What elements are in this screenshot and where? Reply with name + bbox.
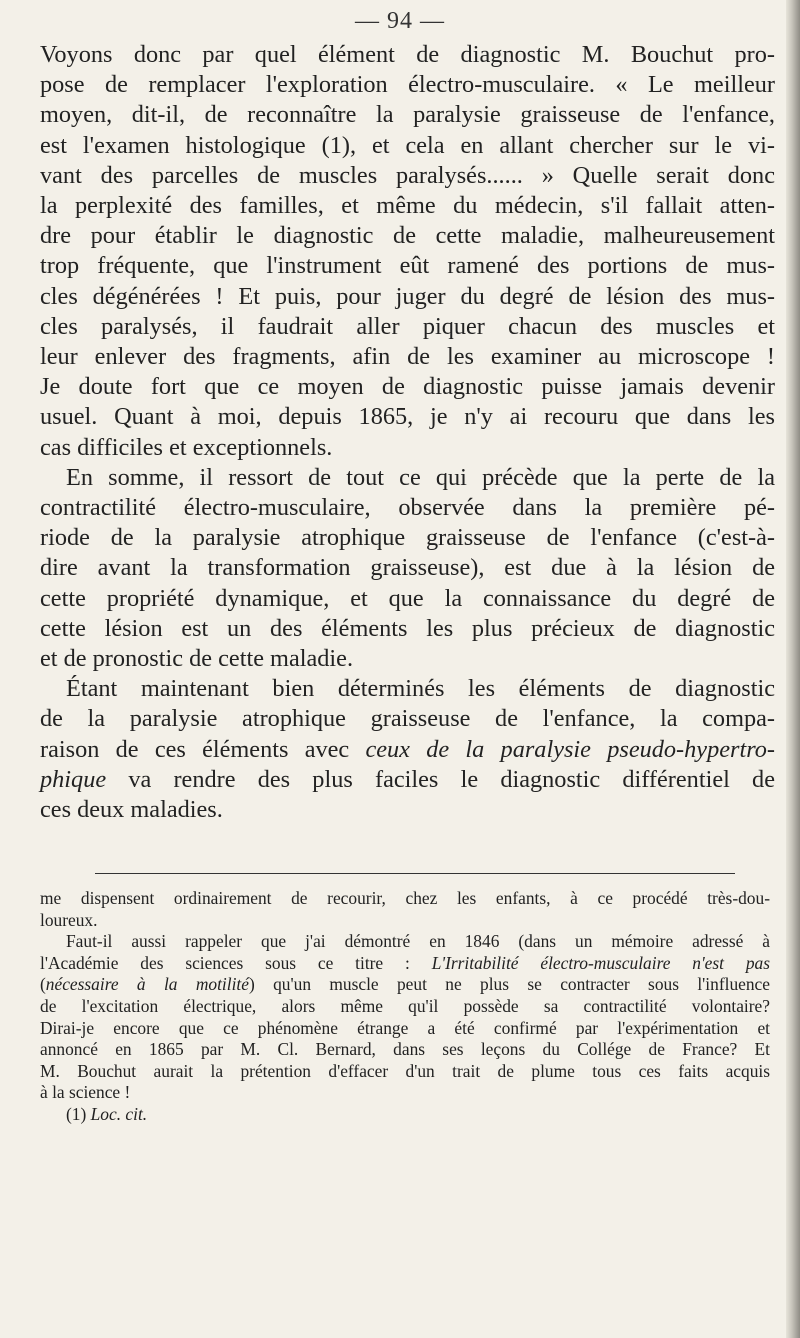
text-line: Voyons donc par quel élément de diagnostic M. Bouchut pro- [40, 41, 775, 68]
text-line: cas difficiles et exceptionnels. [40, 433, 333, 461]
italic-run: nécessaire à la motilité [45, 974, 249, 995]
text-run: l'Académie des sciences sous ce titre : [40, 952, 432, 973]
text-line: trop fréquente, que l'instrument eût ramené des portions de mus- [40, 252, 775, 280]
footnote-separator [95, 873, 735, 874]
text-line: la perplexité des familles, et même du médecin, s'il fallait atten- [40, 192, 775, 220]
text-line: de la paralysie atrophique graisseuse de l'enfance, la compa- [40, 705, 775, 733]
text-line: dre pour établir le diagnostic de cette maladie, malheureusement [40, 222, 775, 250]
text-line: riode de la paralysie atrophique graisseuse de l'enfance (c'est-à- [40, 524, 775, 552]
text-line: En somme, il ressort de tout ce qui précède que la perte de la [66, 463, 775, 491]
text-run: raison de ces éléments avec [40, 735, 366, 763]
text-line: cles paralysés, il faudrait aller piquer chacun des muscles et [40, 312, 775, 340]
text-line: usuel. Quant à moi, depuis 1865, je n'y ai recouru que dans les [40, 403, 775, 431]
text-line: pose de remplacer l'exploration électro-musculaire. « Le meilleur [40, 71, 775, 99]
footnotes [40, 888, 770, 1126]
text-line [40, 735, 775, 765]
footnote-line: annoncé en 1865 par M. Cl. Bernard, dans ses leçons du Collége de France? Et [40, 1039, 770, 1060]
page-number: — 94 — [355, 8, 445, 34]
text-run: va rendre des plus faciles le diagnostic différentiel de [106, 765, 775, 793]
text-line: cette lésion est un des éléments les plus précieux de diagnostic [40, 614, 775, 642]
footnote-line [40, 974, 770, 996]
footnote-line: loureux. [40, 909, 98, 930]
footnote-line: à la science ! [40, 1082, 131, 1103]
text-line: cles dégénérées ! Et puis, pour juger du degré de lésion des mus- [40, 282, 775, 310]
text-line: ces deux maladies. [40, 796, 223, 824]
text-line: cette propriété dynamique, et que la connaissance du degré de [40, 584, 775, 612]
text-line: contractilité électro-musculaire, observée dans la première pé- [40, 494, 775, 522]
italic-run: ceux de la paralysie pseudo-hypertro- [365, 735, 776, 763]
text-line: moyen, dit-il, de reconnaître la paralysie graisseuse de l'enfance, [40, 101, 775, 129]
footnote-ref [40, 1104, 770, 1126]
text-run: ) qu'un muscle peut ne plus se contracter sous l'influence [248, 974, 770, 995]
italic-run: L'Irritabilité électro-musculaire n'est pas [431, 952, 770, 973]
footnote-line [40, 953, 770, 975]
text-run: ( [40, 974, 46, 995]
text-line [40, 765, 775, 795]
page-edge-shadow [786, 0, 800, 1338]
footnote-line: M. Bouchut aurait la prétention d'effacer d'un trait de plume tous ces faits acquis [40, 1060, 770, 1081]
text-line: Étant maintenant bien déterminés les éléments de diagnostic [66, 675, 775, 703]
text-line: vant des parcelles de muscles paralysés...... » Quelle serait donc [40, 161, 775, 189]
text-line: dire avant la transformation graisseuse), est due à la lésion de [40, 554, 775, 582]
body-text [40, 40, 775, 825]
footnote-line: Dirai-je encore que ce phénomène étrange a été confirmé par l'expérimentation et [40, 1017, 770, 1038]
text-line: Je doute fort que ce moyen de diagnostic puisse jamais devenir [40, 373, 775, 401]
text-line: leur enlever des fragments, afin de les examiner au microscope ! [40, 343, 775, 371]
footnote-line: Faut-il aussi rappeler que j'ai démontré en 1846 (dans un mémoire adressé à [66, 931, 770, 952]
footnote-line: me dispensent ordinairement de recourir, chez les enfants, à ce procédé très-dou- [40, 888, 770, 908]
text-line: et de pronostic de cette maladie. [40, 645, 354, 673]
footnote-line: de l'excitation électrique, alors même qu'il possède sa contractilité volontaire? [40, 995, 770, 1016]
text-run: (1) [66, 1103, 91, 1124]
text-line: est l'examen histologique (1), et cela en allant chercher sur le vi- [40, 131, 775, 159]
italic-run: phique [40, 765, 107, 793]
italic-run: Loc. cit. [90, 1103, 148, 1124]
